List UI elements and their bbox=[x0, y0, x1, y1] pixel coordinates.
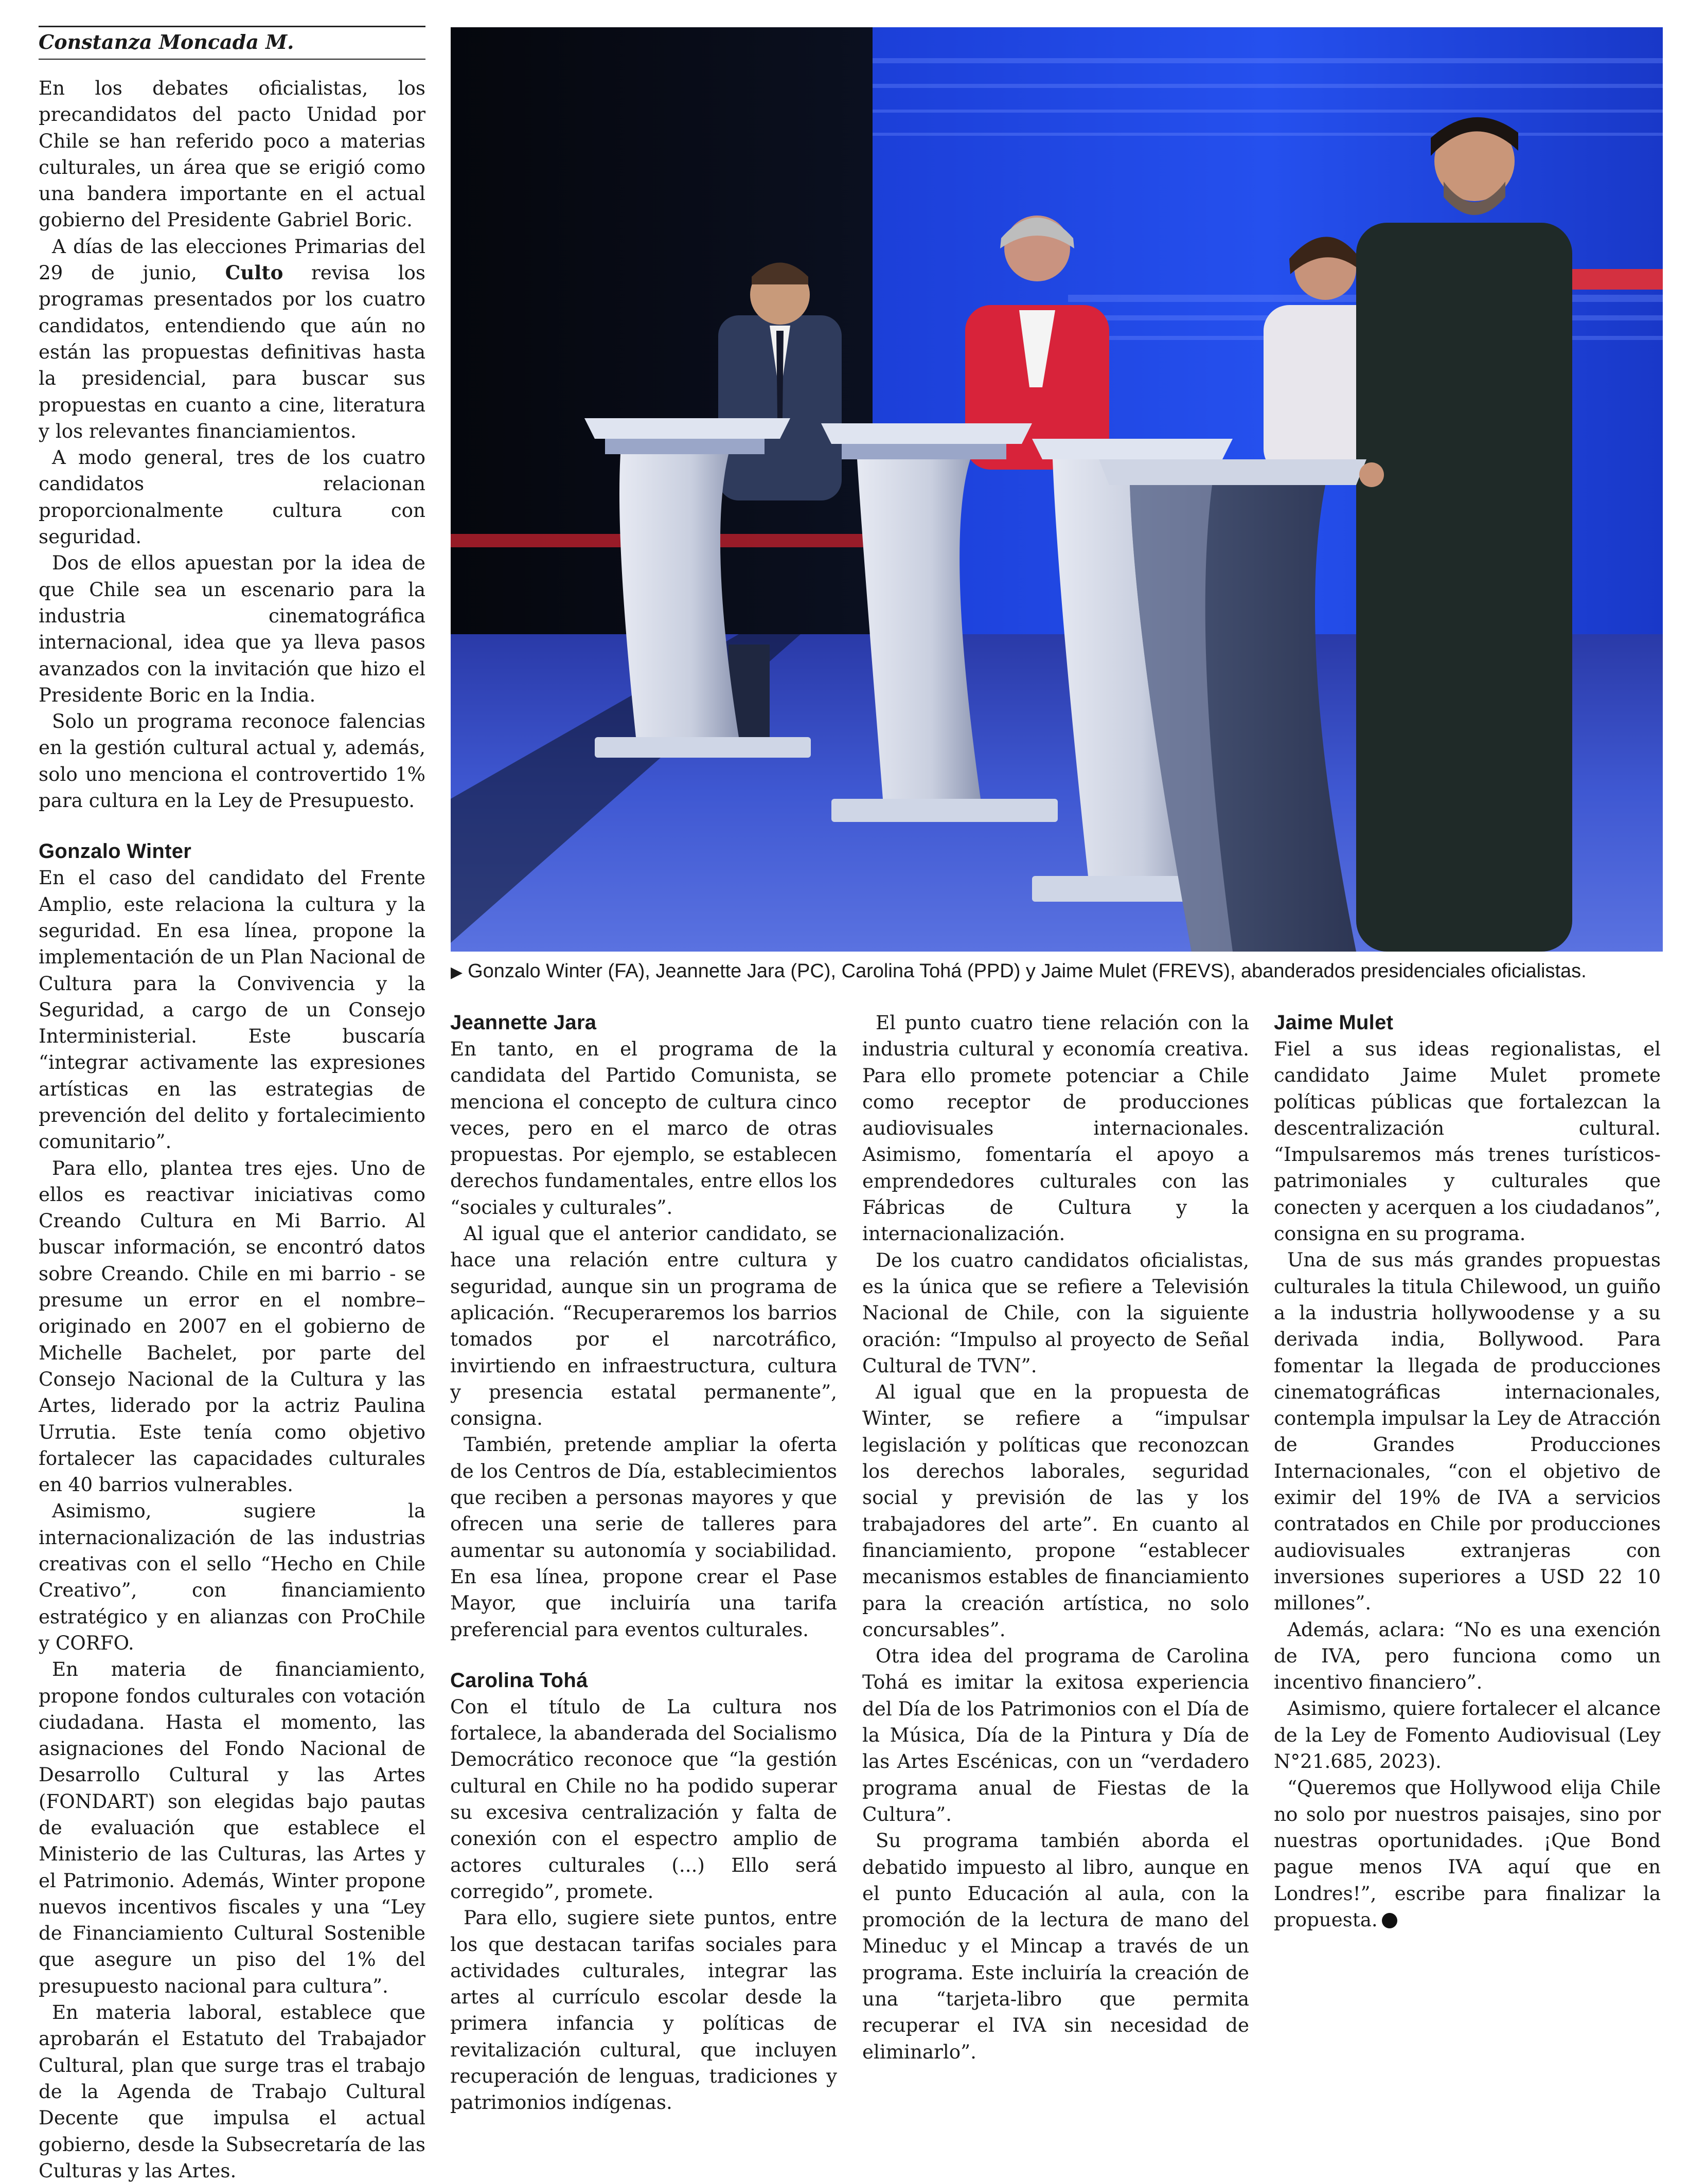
column-4 bbox=[1274, 1010, 1661, 1933]
toha-heading: Carolina Tohá bbox=[450, 1669, 588, 1692]
byline-bottom-rule bbox=[39, 59, 425, 60]
intro-paragraph-1: En los debates oficialistas, los precandidatos del pacto Unidad por Chile se han referido poco a materias culturales, un área que se erigió como una bandera importante en el actual gobierno del Presidente Gabriel Boric. bbox=[39, 77, 425, 231]
toha-paragraph-3: El punto cuatro tiene relación con la industria cultural y economía creativa. Para ello promete potenciar a Chile como receptor de producciones audiovisuales internacionales. Asimismo, fomentaría el apoyo a emprendedores culturales con las Fábricas de Cultura y la internacionalización. bbox=[862, 1011, 1249, 1245]
end-mark-icon bbox=[1382, 1913, 1397, 1928]
winter-paragraph-5: En materia laboral, establece que aprobarán el Estatuto del Trabajador Cultural, plan que surge tras el trabajo de la Agenda de Trabajo Cultural Decente que impulsa el actual gobierno, desde la Subsecretaría de las Culturas y las Artes. bbox=[39, 2001, 425, 2182]
winter-paragraph-4: En materia de financiamiento, propone fondos culturales con votación ciudadana. Hasta el momento, las asignaciones del Fondo Nacional de Desarrollo Cultural y las Artes (FONDART) son elegidas bajo pautas de evaluación que establece el Ministerio de las Culturas, las Artes y el Patrimonio. Además, Winter propone nuevos incentivos fiscales y una “Ley de Financiamiento Cultural Sostenible que asegure un piso del 1% del presupuesto nacional para cultura”. bbox=[39, 1658, 425, 1997]
debate-photo bbox=[451, 27, 1663, 952]
toha-paragraph-6: Otra idea del programa de Carolina Tohá es imitar la exitosa experiencia del Día de los Patrimonios con el Día de la Música, Día de la Pintura y Día de las Artes Escénicas, con un “verdadero programa anual de Fiestas de la Cultura”. bbox=[862, 1644, 1249, 1825]
mulet-paragraph-2: Una de sus más grandes propuestas culturales la titula Chilewood, un guiño a la industria hollywoodense y a su derivada india, Bollywood. Para fomentar la llegada de producciones cinematográficas internacionales, contempla impulsar la Ley de Atracción de Grandes Producciones Internacionales, “con el objetivo de eximir del 19% de IVA a servicios contratados en Chile por producciones audiovisuales extranjeras con inversiones superiores a USD 22 10 millones”. bbox=[1274, 1248, 1661, 1615]
winter-paragraph-1: En el caso del candidato del Frente Amplio, este relaciona la cultura y la seguridad. En esa línea, propone la implementación de un Plan Nacional de Cultura para la Convivencia y la Seguridad, a cargo de un Consejo Interministerial. Este buscaría “integrar activamente las expresiones artísticas en las estrategias de prevención del delito y fortalecimiento comunitario”. bbox=[39, 866, 425, 1153]
jara-paragraph-1: En tanto, en el programa de la candidata del Partido Comunista, se menciona el concepto de cultura cinco veces, pero en el marco de otras propuestas. Por ejemplo, se establecen derechos fundamentales, entre ellos los “sociales y culturales”. bbox=[450, 1037, 837, 1219]
jara-heading: Jeannette Jara bbox=[450, 1011, 597, 1034]
intro-paragraph-4: Dos de ellos apuestan por la idea de que Chile sea un escenario para la industria cinematográfica internacional, idea que ya lleva pasos avanzados con la invitación que hizo el Presidente Boric en la India. bbox=[39, 551, 425, 706]
culto-bold: Culto bbox=[225, 261, 283, 284]
mulet-paragraph-5-text: “Queremos que Hollywood elija Chile no solo por nuestros paisajes, sino por nuestras oportunidades. ¡Que Bond pague menos IVA aquí que en Londres!”, escribe para finalizar la propuesta. bbox=[1274, 1776, 1661, 1931]
intro-paragraph-5: Solo un programa reconoce falencias en la gestión cultural actual y, además, solo uno menciona el controvertido 1% para cultura en la Ley de Presupuesto. bbox=[39, 710, 425, 812]
toha-paragraph-5: Al igual que en la propuesta de Winter, se refiere a “impulsar legislación y políticas que reconozcan los derechos laborales, seguridad social y previsión de las y los trabajadores del arte”. En cuanto al financiamiento, propone “establecer mecanismos estables de financiamiento para la creación artística, no solo concursables”. bbox=[862, 1381, 1249, 1641]
caption-text: Gonzalo Winter (FA), Jeannette Jara (PC), Carolina Tohá (PPD) y Jaime Mulet (FREVS), abanderados presidenciales oficialistas. bbox=[468, 960, 1587, 982]
jara-paragraph-3: También, pretende ampliar la oferta de los Centros de Día, establecimientos que reciben a personas mayores y que ofrecen una serie de talleres para aumentar su autonomía y sociabilidad. En esa línea, propone crear el Pase Mayor, que incluiría una tarifa preferencial para eventos culturales. bbox=[450, 1433, 837, 1641]
toha-paragraph-7: Su programa también aborda el debatido impuesto al libro, aunque en el punto Educación al aula, con la promoción de la lectura de mano del Mineduc y el Mincap a través de un programa. Este incluiría la creación de una “tarjeta-libro que permita recuperar el IVA sin necesidad de eliminarlo”. bbox=[862, 1829, 1249, 2063]
figure-mulet bbox=[1356, 117, 1572, 952]
winter-heading: Gonzalo Winter bbox=[39, 840, 192, 863]
jara-paragraph-2: Al igual que el anterior candidato, se hace una relación entre cultura y seguridad, aunque sin un programa de aplicación. “Recuperaremos los barrios tomados por el narcotráfico, invirtiendo en infraestructura, cultura y presencia estatal permanente”, consigna. bbox=[450, 1222, 837, 1430]
column-2 bbox=[450, 1010, 837, 2116]
intro-paragraph-3: A modo general, tres de los cuatro candidatos relacionan proporcionalmente cultura con seguridad. bbox=[39, 446, 425, 548]
mulet-paragraph-3: Además, aclara: “No es una exención de IVA, pero funciona como un incentivo financiero”. bbox=[1274, 1618, 1661, 1694]
mulet-paragraph-4: Asimismo, quiere fortalecer el alcance de la Ley de Fomento Audiovisual (Ley N°21.685, 2023). bbox=[1274, 1697, 1661, 1773]
intro-paragraph-2-a: A días de las elecciones Primarias del 29 de junio, bbox=[39, 235, 425, 284]
photo-caption bbox=[451, 958, 1663, 986]
mulet-paragraph-5 bbox=[1274, 1775, 1661, 1933]
mulet-paragraph-1: Fiel a sus ideas regionalistas, el candidato Jaime Mulet promete políticas públicas que fortalezcan la descentralización cultural. “Impulsaremos más trenes turísticos-patrimoniales y culturales que conecten y acerquen a los ciudadanos”, consigna en su programa. bbox=[1274, 1037, 1661, 1245]
mulet-heading: Jaime Mulet bbox=[1274, 1011, 1394, 1034]
toha-paragraph-1: Con el título de La cultura nos fortalece, la abanderada del Socialismo Democrático reconoce que “la gestión cultural en Chile no ha podido superar su excesiva centralización y falta de conexión con el espectro amplio de actores culturales (...) Ello será corregido”, promete. bbox=[450, 1695, 837, 1903]
column-1 bbox=[39, 75, 425, 2184]
byline: Constanza Moncada M. bbox=[39, 30, 294, 53]
intro-paragraph-2 bbox=[39, 234, 425, 444]
toha-paragraph-4: De los cuatro candidatos oficialistas, es la única que se refiere a Televisión Nacional de Chile, con la siguiente oración: “Impulso al proyecto de Señal Cultural de TVN”. bbox=[862, 1248, 1249, 1377]
byline-top-rule bbox=[39, 26, 425, 27]
intro-paragraph-2-b: revisa los programas presentados por los cuatro candidatos, entendiendo que aún no están las propuestas definitivas hasta la presidencial, para buscar sus propuestas en cuanto a cine, literatura y los relevantes financiamientos. bbox=[39, 261, 425, 442]
toha-paragraph-2: Para ello, sugiere siete puntos, entre los que destacan tarifas sociales para actividades culturales, integrar las artes al currículo escolar desde la primera infancia y políticas de revitalización cultural, que incluyen recuperación de lenguas, tradiciones y patrimonios indígenas. bbox=[450, 1906, 837, 2114]
triangle-icon: ▶ bbox=[451, 964, 463, 981]
winter-paragraph-3: Asimismo, sugiere la internacionalización de las industrias creativas con el sello “Hecho en Chile Creativo”, con financiamiento estratégico y en alianzas con ProChile y CORFO. bbox=[39, 1499, 425, 1654]
column-3 bbox=[862, 1010, 1249, 2065]
winter-paragraph-2: Para ello, plantea tres ejes. Uno de ellos es reactivar iniciativas como Creando Cultura en Mi Barrio. Al buscar información, se encontró datos sobre Creando. Chile en mi barrio - se presume un error en el nombre– originado en 2007 en el gobierno de Michelle Bachelet, por parte del Consejo Nacional de la Cultura y las Artes, liderado por la actriz Paulina Urrutia. Este tenía como objetivo fortalecer las capacidades culturales en 40 barrios vulnerables. bbox=[39, 1156, 425, 1496]
